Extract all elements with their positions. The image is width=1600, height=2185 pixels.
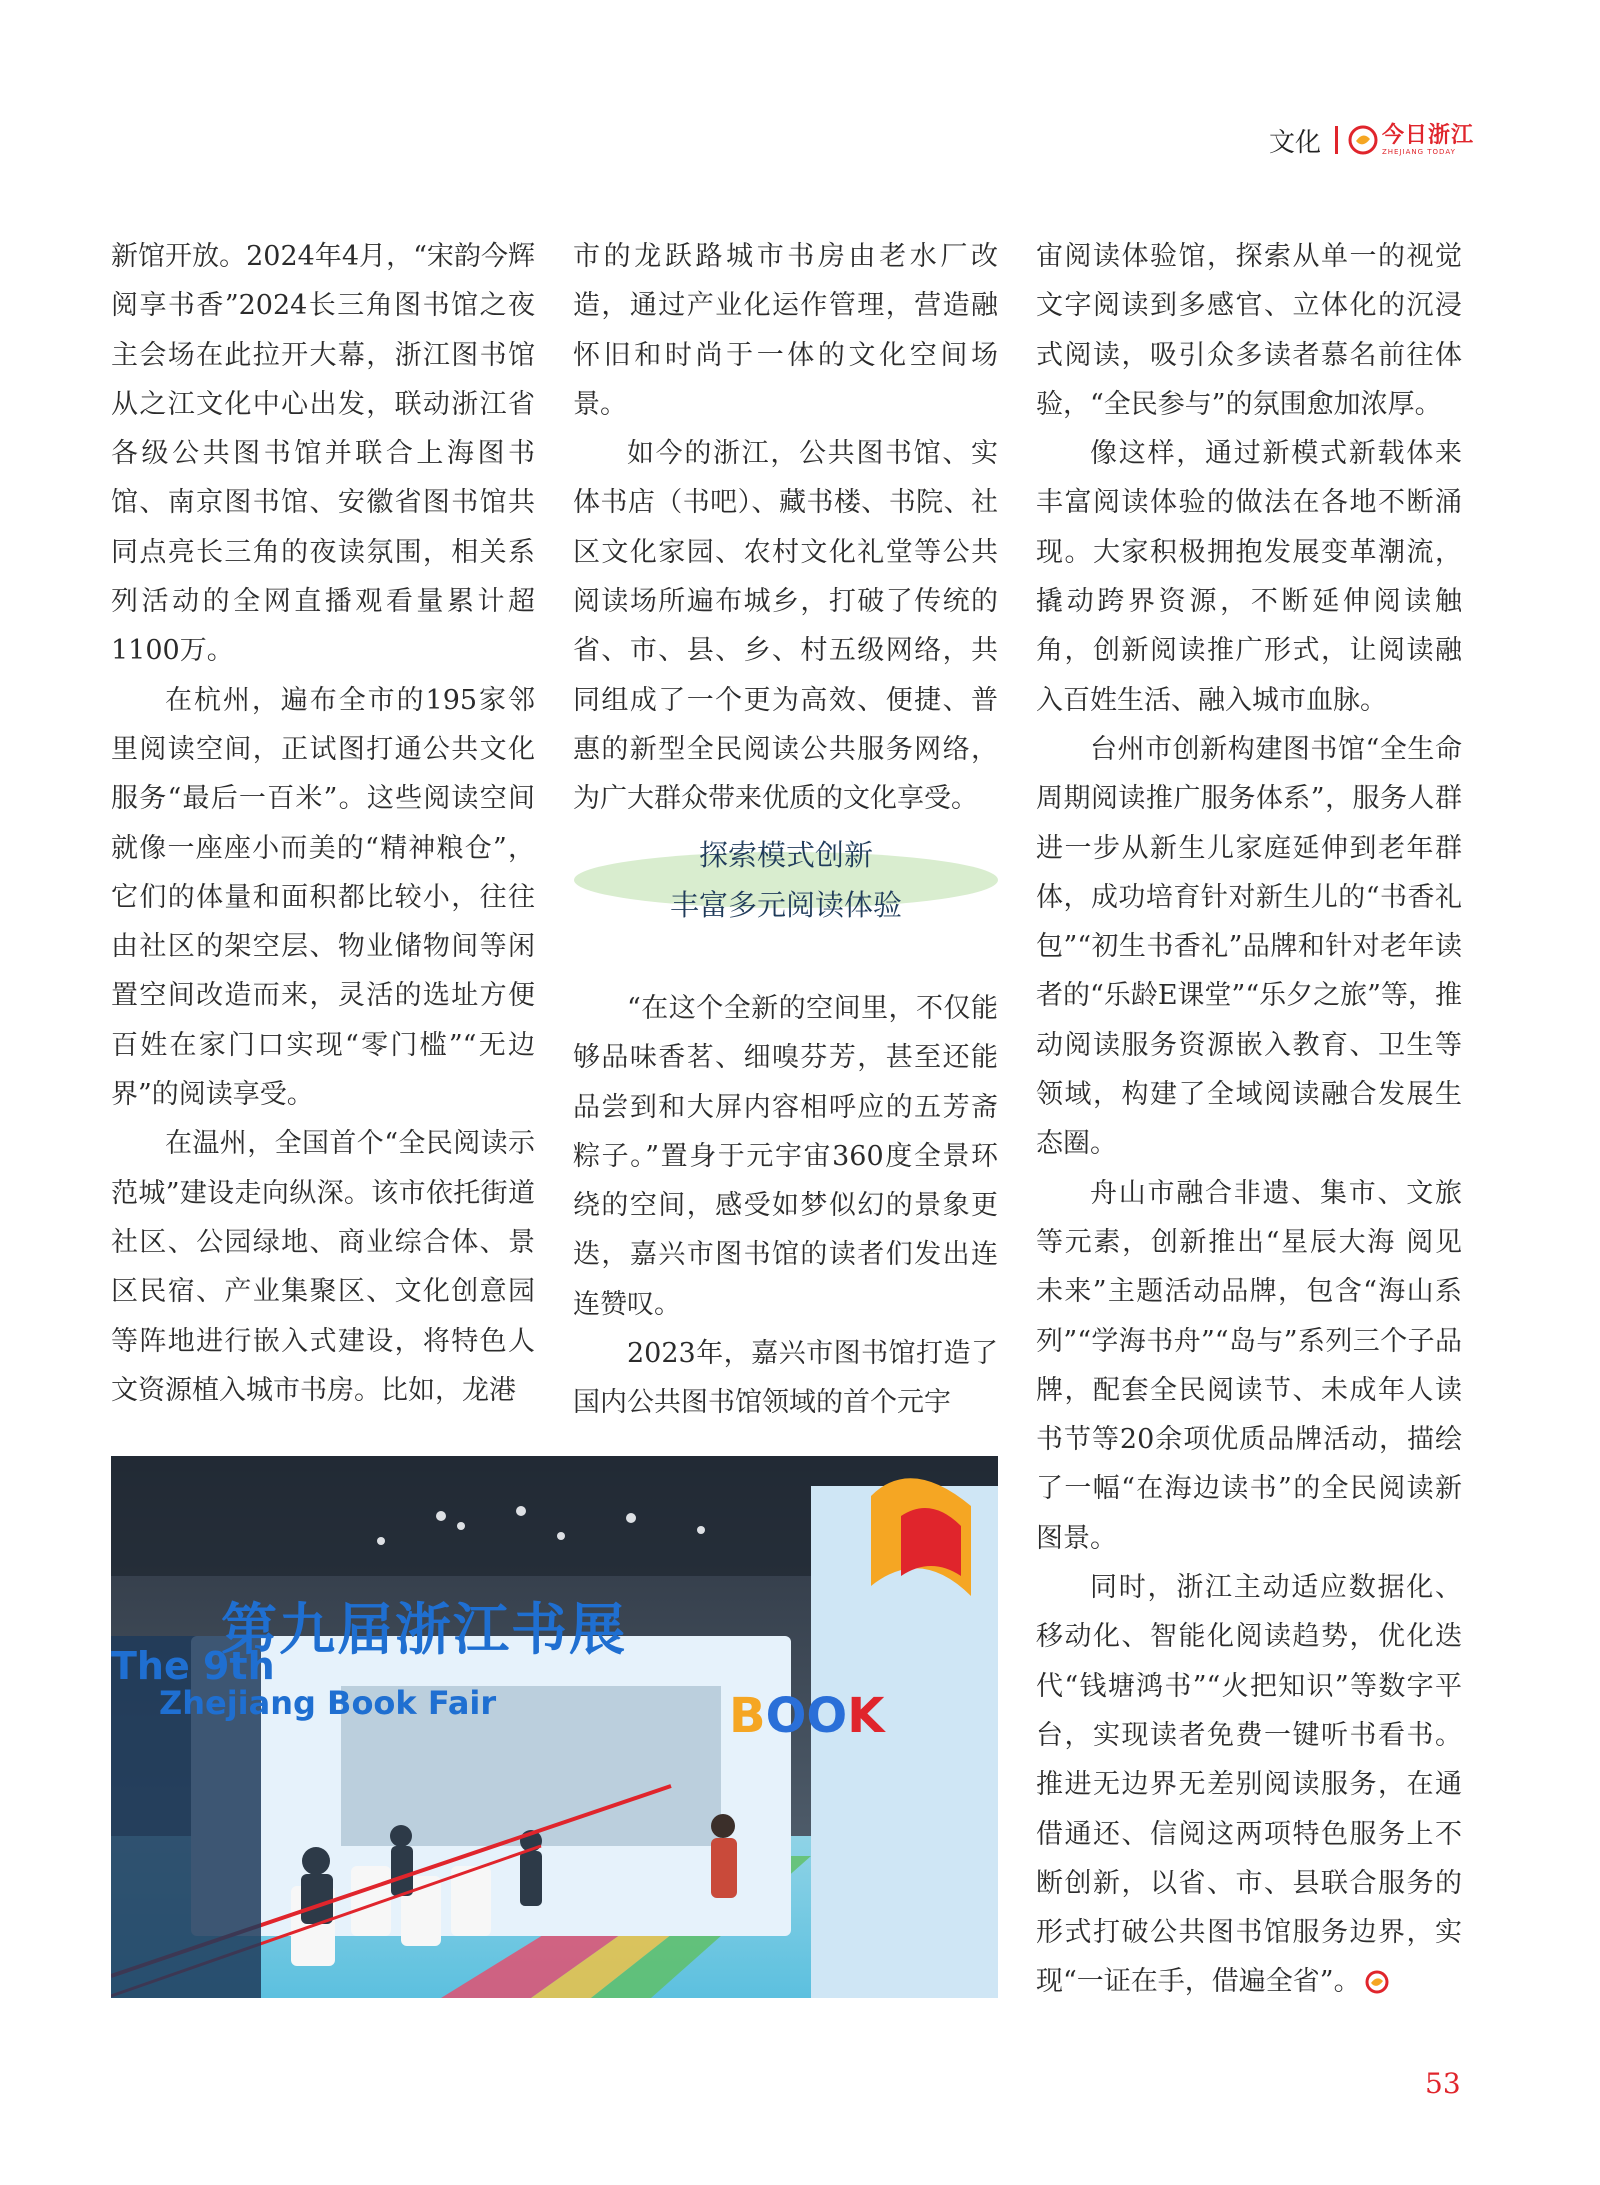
page-number: 53: [1425, 2067, 1461, 2100]
book-fair-photo: [111, 1456, 998, 1998]
book-sign-b: B: [729, 1688, 766, 1744]
book-sign: [729, 1688, 884, 1744]
brand-name-en: ZHEJIANG TODAY: [1381, 147, 1456, 156]
banner-title: 第九届浙江书展: [221, 1598, 627, 1663]
text-column-2: [573, 232, 998, 824]
header-divider: [1335, 126, 1338, 154]
swirl-logo-icon: [1348, 125, 1378, 155]
text-column-1: [111, 232, 535, 1415]
paragraph: 市的龙跃路城市书房由老水厂改造，通过产业化运作管理，营造融怀旧和时尚于一体的文化空间场景。: [573, 241, 998, 420]
paragraph: 2023年，嘉兴市图书馆打造了国内公共图书馆领域的首个元宇: [573, 1338, 998, 1419]
magazine-logo: [1348, 122, 1474, 156]
paragraph: 舟山市融合非遗、集市、文旅等元素，创新推出“星辰大海 阅见未来”主题活动品牌，包含“海山系列”“学海书舟”“岛与”系列三个子品牌，配套全民阅读节、未成年人读书节等20余项优质品牌活动，描绘了一幅“在海边读书”的全民阅读新图景。: [1036, 1177, 1462, 1554]
section-subheading: [574, 826, 998, 934]
paragraph: 在杭州，遍布全市的195家邻里阅读空间，正试图打通公共文化服务“最后一百米”。这些阅读空间就像一座座小而美的“精神粮仓”，它们的体量和面积都比较小，往往由社区的架空层、物业储物间等闲置空间改造而来，灵活的选址方便百姓在家门口实现“零门槛”“无边界”的阅读享受。: [111, 684, 535, 1111]
paragraph: 如今的浙江，公共图书馆、实体书店（书吧）、藏书楼、书院、社区文化家园、农村文化礼堂等公共阅读场所遍布城乡，打破了传统的省、市、县、乡、村五级网络，共同组成了一个更为高效、便捷、普惠的新型全民阅读公共服务网络，为广大群众带来优质的文化享受。: [573, 438, 998, 815]
brand-name: 今日浙江: [1381, 122, 1474, 148]
paragraph: “在这个全新的空间里，不仅能够品味香茗、细嗅芬芳，甚至还能品尝到和大屏内容相呼应的五芳斋粽子。”置身于元宇宙360度全景环绕的空间，感受如梦似幻的景象更迭，嘉兴市图书馆的读者们发出连连赞叹。: [573, 993, 998, 1320]
paragraph: 在温州，全国首个“全民阅读示范城”建设走向纵深。该市依托街道社区、公园绿地、商业综合体、景区民宿、产业集聚区、文化创意园等阵地进行嵌入式建设，将特色人文资源植入城市书房。比如，龙港: [111, 1128, 535, 1406]
text-column-3: [1036, 232, 1462, 2007]
subheading-line-2: 丰富多元阅读体验: [669, 888, 902, 922]
book-sign-oo: OO: [765, 1688, 848, 1744]
paragraph: [1036, 1563, 1462, 2007]
banner-subtitle-en: The 9th: [111, 1644, 275, 1688]
paragraph: 台州市创新构建图书馆“全生命周期阅读推广服务体系”，服务人群进一步从新生儿家庭延伸到老年群体，成功培育针对新生儿的“书香礼包”“初生书香礼”品牌和针对老年读者的“乐龄E课堂”“乐夕之旅”等，推动阅读服务资源嵌入教育、卫生等领域，构建了全域阅读融合发展生态圈。: [1036, 733, 1462, 1160]
paragraph-text: 同时，浙江主动适应数据化、移动化、智能化阅读趋势，优化迭代“钱塘鸿书”“火把知识”等数字平台，实现读者免费一键听书看书。推进无边界无差别阅读服务，在通借通还、信阅这两项特色服务上不断创新，以省、市、县联合服务的形式打破公共图书馆服务边界，实现“一证在手，借遍全省”。: [1036, 1572, 1462, 1998]
paragraph: 新馆开放。2024年4月，“宋韵今辉 阅享书香”2024长三角图书馆之夜主会场在此拉开大幕，浙江图书馆从之江文化中心出发，联动浙江省各级公共图书馆并联合上海图书馆、南京图书馆、安徽省图书馆共同点亮长三角的夜读氛围，相关系列活动的全网直播观看量累计超1100万。: [111, 241, 535, 667]
book-sign-k: K: [847, 1688, 885, 1744]
section-label: 文化: [1268, 127, 1321, 158]
banner-subtitle-en-2: Zhejiang Book Fair: [159, 1684, 497, 1722]
paragraph: 像这样，通过新模式新载体来丰富阅读体验的做法在各地不断涌现。大家积极拥抱发展变革潮流，撬动跨界资源，不断延伸阅读触角，创新阅读推广形式，让阅读融入百姓生活、融入城市血脉。: [1036, 438, 1462, 716]
paragraph: 宙阅读体验馆，探索从单一的视觉文字阅读到多感官、立体化的沉浸式阅读，吸引众多读者慕名前往体验，“全民参与”的氛围愈加浓厚。: [1036, 241, 1462, 420]
text-column-2-continued: [573, 984, 998, 1428]
page-header: [1269, 118, 1474, 162]
article-end-icon: [1365, 1970, 1389, 1994]
subheading-line-1: 探索模式创新: [698, 838, 873, 872]
